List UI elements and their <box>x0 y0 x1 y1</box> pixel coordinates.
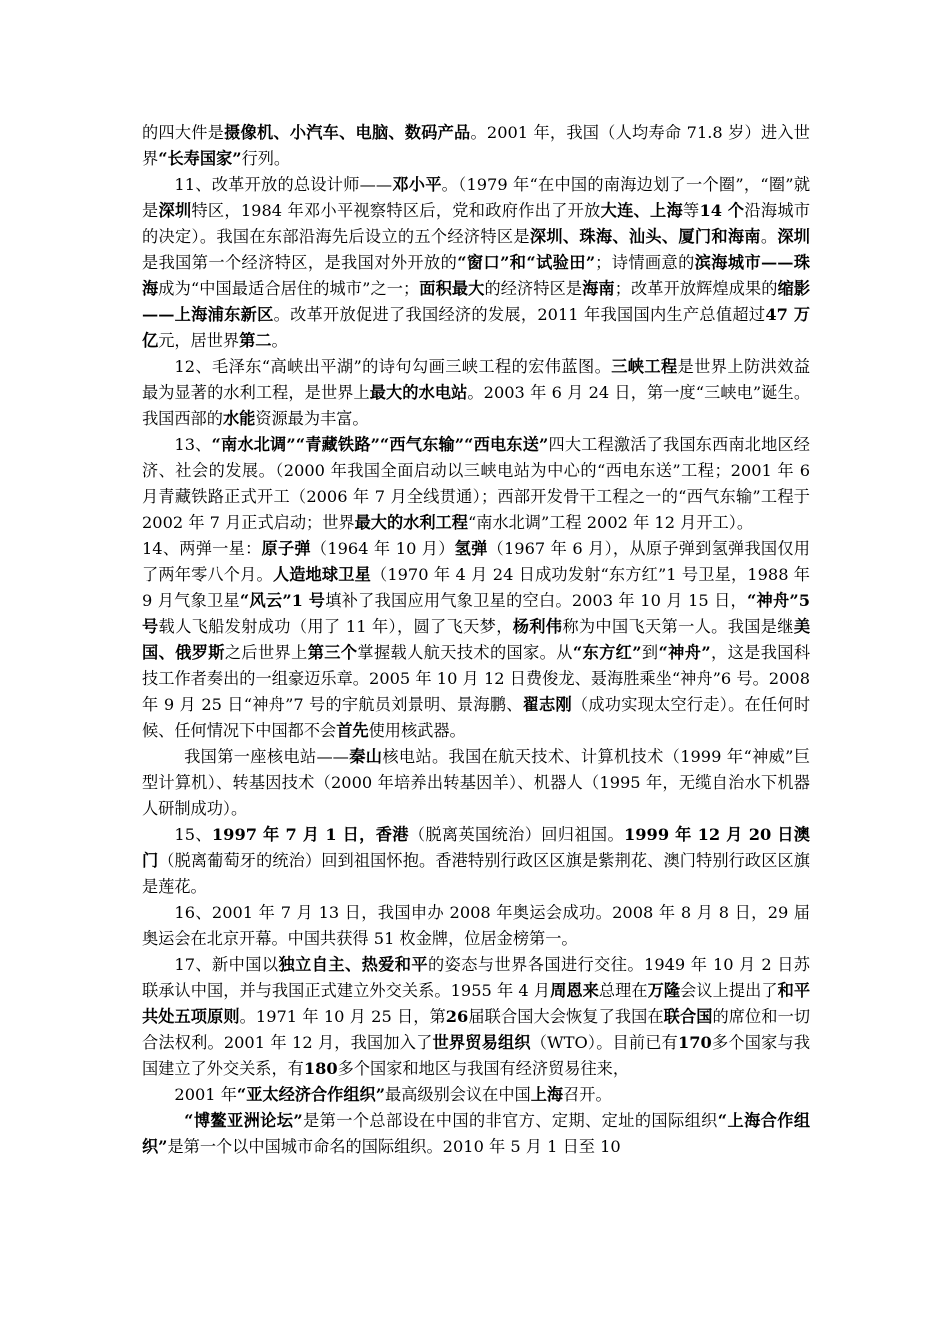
text-run: 四大工程激活了我国东西南北地区经济、社会的发展。（2000 年我国全面启动以三峡电站为中心的“西电东送”工程；2001 年 6 月青藏铁路正式开工（2006 年 7 月全线贯通）；西部开发骨干工程之一的“西气东输”工程于 2002 年 7 月正式启动；世界 <box>142 435 810 532</box>
bold-text-run: “东方红” <box>572 643 642 662</box>
bold-text-run: 秦山 <box>348 747 383 766</box>
bold-text-run: 180 <box>303 1059 338 1078</box>
text-run: 总理在 <box>598 981 648 1000</box>
bold-text-run: 联合国 <box>663 1007 713 1026</box>
body-paragraph <box>142 952 810 1082</box>
text-run: ，这是我国科技工作者奏出的一组豪迈乐章。2005 年 10 月 12 日费俊龙、聂海胜乘坐“神舟”6 号。2008 年 9 月 25 日“神舟”7 号的宇航员刘景明、景海鹏、 <box>142 643 811 714</box>
bold-text-run: 三峡工程 <box>611 357 678 376</box>
body-paragraph <box>142 172 810 354</box>
bold-text-run: 深圳、珠海、汕头、厦门和海南 <box>529 227 761 246</box>
bold-text-run: “风云”1 号 <box>239 591 326 610</box>
text-run: 。1971 年 10 月 25 日，第 <box>239 1007 446 1026</box>
bold-text-run: 第二 <box>239 331 272 350</box>
bold-text-run: “神舟” <box>658 643 711 662</box>
document-page <box>142 120 810 1160</box>
text-run: 届联合国大会恢复了我国在 <box>468 1007 664 1026</box>
text-run: 17、新中国以 <box>174 955 279 974</box>
text-run: ；改革开放辉煌成果的 <box>614 279 778 298</box>
text-run: 多个国家和地区与我国有经济贸易往来， <box>337 1059 630 1078</box>
text-run: 。 <box>271 331 288 350</box>
body-paragraph <box>142 1082 810 1108</box>
text-run: 。（1979 年“在中国的南海边划了一个圈”，“圈”就是 <box>142 175 811 220</box>
text-run: 掌握载人航天技术的国家。从 <box>357 643 573 662</box>
bold-text-run: “上海合作组织” <box>142 1111 811 1156</box>
body-paragraph <box>142 120 810 172</box>
text-run: 15、 <box>174 825 212 844</box>
text-run: （1970 年 4 月 24 日成功发射“东方红”1 号卫星，1988 年 9 月气象卫星 <box>142 565 810 610</box>
bold-text-run: 原子弹 <box>261 539 311 558</box>
bold-text-run: “亚太经济合作组织” <box>236 1085 386 1104</box>
bold-text-run: 周恩来 <box>550 981 599 1000</box>
text-run: 是第一个总部设在中国的非官方、定期、定址的国际组织 <box>302 1111 718 1130</box>
body-paragraph <box>142 354 810 432</box>
bold-text-run: 上海 <box>530 1085 564 1104</box>
text-run: 会议上提出了 <box>680 981 778 1000</box>
bold-text-run: 海南 <box>582 279 615 298</box>
bold-text-run: 杨利伟 <box>512 617 563 636</box>
body-paragraph <box>142 536 810 744</box>
bold-text-run: 1997 年 7 月 1 日，香港 <box>211 825 409 844</box>
bold-text-run: 26 <box>445 1007 469 1026</box>
bold-text-run: 万隆 <box>647 981 681 1000</box>
bold-text-run: “窗口”和“试验田” <box>457 253 596 272</box>
text-run: 的经济特区是 <box>484 279 583 298</box>
bold-text-run: 滨海城市——珠海 <box>142 253 811 298</box>
body-paragraph <box>142 744 810 822</box>
bold-text-run: 首先 <box>336 721 369 740</box>
bold-text-run: 第三个 <box>307 643 358 662</box>
bold-text-run: 世界贸易组织 <box>432 1033 531 1052</box>
text-run: （1967 年 6 月），从原子弹到氢弹我国仅用了两年零八个月。 <box>142 539 810 584</box>
text-run: 成为“中国最适合居住的城市”之一； <box>158 279 420 298</box>
text-run: （1964 年 10 月） <box>310 539 455 558</box>
text-run: 是第一个以中国城市命名的国际组织。2010 年 5 月 1 日至 10 <box>167 1137 621 1156</box>
text-run: 召开。 <box>563 1085 612 1104</box>
text-run: 沿海城市的决定）。我国在东部沿海先后设立的五个经济特区是 <box>142 201 811 246</box>
text-run: 14、两弹一星： <box>142 539 262 558</box>
bold-text-run: “博鳌亚洲论坛” <box>184 1111 303 1130</box>
bold-text-run: 1999 年 12 月 20 日澳门 <box>142 825 810 870</box>
text-run: 是我国第一个经济特区，是我国对外开放的 <box>142 253 458 272</box>
text-run: 。2003 年 6 月 24 日，第一度“三峡电”诞生。我国西部的 <box>142 383 811 428</box>
text-run: 多个国家与我国建立了外交关系，有 <box>142 1033 811 1078</box>
bold-text-run: 美国、俄罗斯 <box>142 617 811 662</box>
text-run: 等 <box>682 201 700 220</box>
text-run: 元，居世界 <box>158 331 240 350</box>
bold-text-run: 47 万亿 <box>142 305 811 350</box>
bold-text-run: 人造地球卫星 <box>272 565 371 584</box>
body-paragraph <box>142 900 810 952</box>
bold-text-run: 邓小平 <box>392 175 442 194</box>
text-run: 特区，1984 年邓小平视察特区后，党和政府作出了开放 <box>191 201 601 220</box>
text-run: 16、2001 年 7 月 13 日，我国申办 2008 年奥运会成功。2008 年 8 月 8 日，29 届奥运会在北京开幕。中国共获得 51 枚金牌，位居金榜第一。 <box>142 903 810 948</box>
bold-text-run: 和平共处五项原则 <box>142 981 811 1026</box>
text-run: 核电站。我国在航天技术、计算机技术（1999 年“神威”巨型计算机）、转基因技术（2000 年培养出转基因羊）、机器人（1995 年，无缆自治水下机器人研制成功）。 <box>142 747 811 818</box>
bold-text-run: 水能 <box>222 409 256 428</box>
bold-text-run: 14 个 <box>699 201 745 220</box>
bold-text-run: 深圳 <box>158 201 192 220</box>
bold-text-run: 翟志刚 <box>522 695 572 714</box>
body-paragraph <box>142 432 810 536</box>
text-run: 。 <box>760 227 778 246</box>
text-run: （脱离英国统治）回归祖国。 <box>408 825 625 844</box>
text-run: 称为中国飞天第一人。我国是继 <box>562 617 794 636</box>
text-run: 行列。 <box>241 149 291 168</box>
text-run: 使用核武器。 <box>368 721 466 740</box>
text-run: “南水北调”工程 2002 年 12 月开工）。 <box>467 513 754 532</box>
bold-text-run: 独立自主、热爱和平 <box>278 955 429 974</box>
text-run: 12、毛泽东“高峡出平湖”的诗句勾画三峡工程的宏伟蓝图。 <box>174 357 612 376</box>
bold-text-run: 大连、上海 <box>600 201 683 220</box>
text-run: 13、 <box>174 435 212 454</box>
bold-text-run: 面积最大 <box>419 279 485 298</box>
text-run: 我国第一座核电站—— <box>184 747 349 766</box>
bold-text-run: “神舟”5 号 <box>142 591 810 636</box>
text-run: （脱离葡萄牙的统治）回到祖国怀抱。香港特别行政区区旗是紫荆花、澳门特别行政区区旗是莲花。 <box>142 851 810 896</box>
bold-text-run: 最大的水电站 <box>369 383 468 402</box>
text-run: 填补了我国应用气象卫星的空白。2003 年 10 月 15 日， <box>325 591 747 610</box>
text-run: 2001 年 <box>174 1085 237 1104</box>
text-run: （WTO）。目前已有 <box>530 1033 679 1052</box>
text-run: 到 <box>641 643 659 662</box>
text-run: 之后世界上 <box>224 643 308 662</box>
text-run: 的姿态与世界各国进行交往。1949 年 10 月 2 日苏联承认中国，并与我国正式建立外交关系。1955 年 4 月 <box>142 955 810 1000</box>
text-run: 的席位和一切合法权利。2001 年 12 月，我国加入了 <box>142 1007 811 1052</box>
bold-text-run: “长寿国家” <box>158 149 242 168</box>
text-run: 是世界上防洪效益最为显著的水利工程，是世界上 <box>142 357 811 402</box>
text-run: 的四大件是 <box>142 123 225 142</box>
bold-text-run: 最大的水利工程 <box>354 513 468 532</box>
text-run: 载人飞船发射成功（用了 11 年），圆了飞天梦， <box>158 617 513 636</box>
bold-text-run: 摄像机、小汽车、电脑、数码产品 <box>224 123 471 142</box>
body-paragraph <box>142 822 810 900</box>
bold-text-run: 缩影——上海浦东新区 <box>142 279 811 324</box>
text-run: 最高级别会议在中国 <box>385 1085 531 1104</box>
text-run: 。改革开放促进了我国经济的发展，2011 年我国国内生产总值超过 <box>273 305 766 324</box>
bold-text-run: 深圳 <box>777 227 810 246</box>
bold-text-run: “南水北调”“青藏铁路”“西气东输”“西电东送” <box>211 435 549 454</box>
bold-text-run: 氢弹 <box>454 539 488 558</box>
text-run: 。2001 年，我国（人均寿命 71.8 岁）进入世界 <box>142 123 810 168</box>
body-paragraph <box>142 1108 810 1160</box>
text-run: 11、改革开放的总设计师—— <box>174 175 393 194</box>
text-run: 资源最为丰富。 <box>255 409 369 428</box>
text-run: （成功实现太空行走）。在任何时候、任何情况下中国都不会 <box>142 695 811 740</box>
text-run: ；诗情画意的 <box>595 253 695 272</box>
bold-text-run: 170 <box>678 1033 712 1052</box>
